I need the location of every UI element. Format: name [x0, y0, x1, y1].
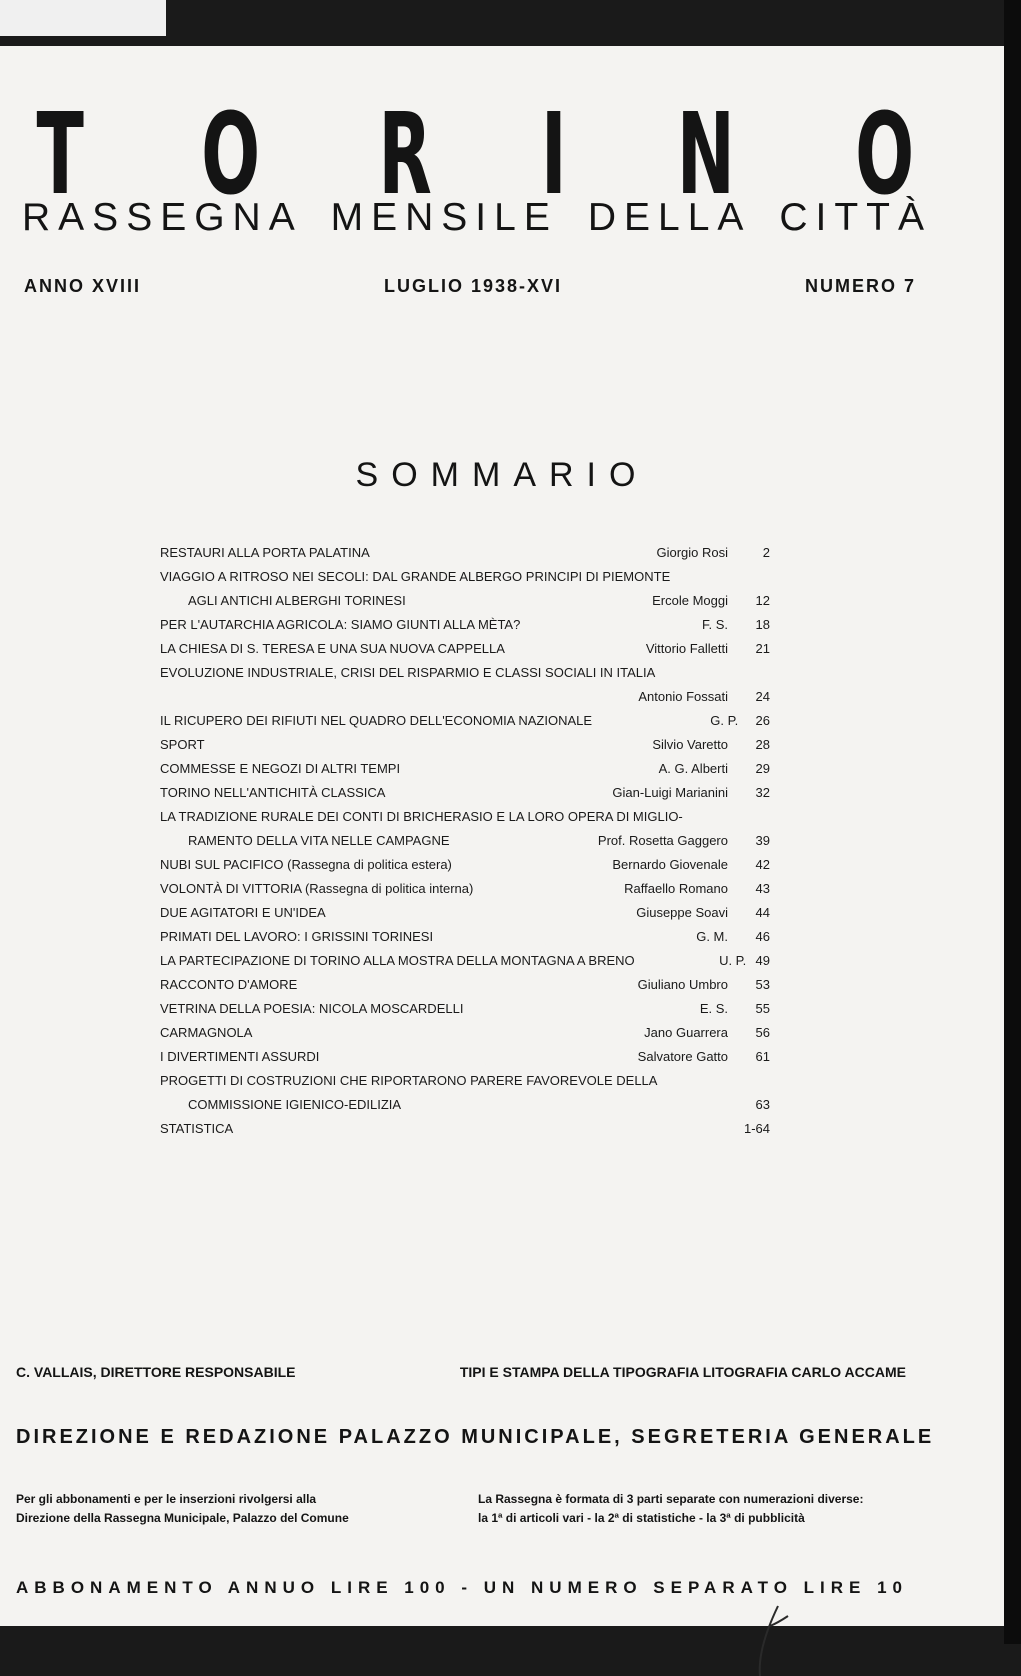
credits — [16, 1364, 906, 1380]
toc-entry — [160, 877, 770, 901]
editorial-office: DIREZIONE E REDAZIONE PALAZZO MUNICIPALE, SEGRETERIA GENERALE — [16, 1426, 935, 1448]
toc-line — [160, 1093, 770, 1117]
toc-entry — [160, 949, 770, 973]
toc-title: TORINO NELL'ANTICHITÀ CLASSICA — [160, 785, 386, 800]
toc-line — [160, 805, 770, 829]
toc-title: VOLONTÀ DI VITTORIA (Rassegna di politica interna) — [160, 881, 474, 896]
toc-author: A. G. Alberti — [658, 761, 728, 776]
title-letter: R — [378, 90, 433, 220]
toc-title: CARMAGNOLA — [160, 1025, 253, 1040]
issue-date: LUGLIO 1938-XVI — [383, 276, 563, 296]
toc-page: 39 — [755, 833, 770, 848]
toc-title: RESTAURI ALLA PORTA PALATINA — [160, 545, 370, 560]
toc-title: LA PARTECIPAZIONE DI TORINO ALLA MOSTRA DELLA MONTAGNA A BRENO — [160, 953, 635, 968]
info-line: Per gli abbonamenti e per le inserzioni rivolgersi alla — [16, 1492, 317, 1506]
toc-entry — [160, 541, 770, 565]
issue-number: NUMERO 7 — [804, 276, 916, 296]
toc-page: 55 — [755, 1001, 770, 1016]
toc-line — [160, 877, 770, 901]
toc-title: RAMENTO DELLA VITA NELLE CAMPAGNE — [188, 833, 450, 848]
toc-entry — [160, 901, 770, 925]
toc-title: DUE AGITATORI E UN'IDEA — [160, 905, 326, 920]
toc-author: Ercole Moggi — [652, 593, 728, 608]
toc-line — [160, 661, 770, 685]
toc-entry — [160, 853, 770, 877]
toc-line — [160, 829, 770, 853]
toc-entry — [160, 1021, 770, 1045]
toc-page: 2 — [762, 545, 770, 560]
toc-line — [160, 589, 770, 613]
masthead-subtitle: RASSEGNA MENSILE DELLA CITTÀ — [22, 196, 932, 239]
toc-line — [160, 757, 770, 781]
toc-title: IL RICUPERO DEI RIFIUTI NEL QUADRO DELL'ECONOMIA NAZIONALE — [160, 713, 593, 728]
toc-entry — [160, 613, 770, 637]
toc-title: STATISTICA — [160, 1121, 234, 1136]
corner-tab — [0, 0, 166, 36]
toc-title: SPORT — [160, 737, 205, 752]
toc-page: 24 — [755, 689, 770, 704]
toc-author: F. S. — [701, 617, 728, 632]
toc-line — [160, 1069, 770, 1093]
toc-entry — [160, 973, 770, 997]
toc-page: 49 — [755, 953, 770, 968]
toc-entry — [160, 925, 770, 949]
toc-title: COMMESSE E NEGOZI DI ALTRI TEMPI — [160, 761, 401, 776]
toc-author: Gian-Luigi Marianini — [612, 785, 728, 800]
director-credit: C. VALLAIS, DIRETTORE RESPONSABILE — [16, 1364, 296, 1380]
info-line: Direzione della Rassegna Municipale, Palazzo del Comune — [16, 1511, 349, 1525]
toc-author: G. M. — [696, 929, 728, 944]
toc-author: Prof. Rosetta Gaggero — [597, 833, 728, 848]
toc-entry — [160, 661, 770, 709]
scan-shadow — [1004, 0, 1021, 1644]
toc-line — [160, 949, 770, 973]
toc-page: 43 — [755, 881, 770, 896]
toc-title: PER L'AUTARCHIA AGRICOLA: SIAMO GIUNTI ALLA MÈTA? — [160, 617, 521, 632]
toc-page: 1-64 — [743, 1121, 770, 1136]
toc-line — [160, 733, 770, 757]
toc-author: Giuseppe Soavi — [636, 905, 728, 920]
toc-line — [160, 925, 770, 949]
toc-page: 56 — [755, 1025, 770, 1040]
info-line: La Rassegna è formata di 3 parti separate con numerazioni diverse: — [478, 1492, 864, 1506]
toc-author: Bernardo Giovenale — [612, 857, 728, 872]
toc-author: Jano Guarrera — [644, 1025, 728, 1040]
toc-line — [160, 1021, 770, 1045]
toc-entry — [160, 1045, 770, 1069]
toc-line — [160, 541, 770, 565]
toc-entry — [160, 637, 770, 661]
toc-author: Giuliano Umbro — [637, 977, 728, 992]
toc-line — [160, 901, 770, 925]
title-letter: T — [36, 90, 84, 220]
toc-title: COMMISSIONE IGIENICO-EDILIZIA — [188, 1097, 402, 1112]
toc-page: 26 — [755, 713, 770, 728]
magazine-page — [0, 46, 1004, 1626]
toc-page: 21 — [755, 641, 770, 656]
toc-title: I DIVERTIMENTI ASSURDI — [160, 1049, 320, 1064]
toc-page: 12 — [755, 593, 770, 608]
info-line: la 1ª di articoli vari - la 2ª di statistiche - la 3ª di pubblicità — [478, 1511, 805, 1525]
toc-line — [160, 1117, 770, 1141]
toc-author: Silvio Varetto — [652, 737, 728, 752]
toc-entry — [160, 733, 770, 757]
toc-entry — [160, 1117, 770, 1141]
pen-mark — [730, 1596, 790, 1676]
toc-title: RACCONTO D'AMORE — [160, 977, 298, 992]
title-letter: O — [200, 90, 260, 220]
toc-line — [160, 853, 770, 877]
toc-title: LA TRADIZIONE RURALE DEI CONTI DI BRICHERASIO E LA LORO OPERA DI MIGLIO- — [160, 809, 683, 824]
toc-author: Vittorio Falletti — [645, 641, 728, 656]
toc-author: E. S. — [699, 1001, 728, 1016]
printer-credit: TIPI E STAMPA DELLA TIPOGRAFIA LITOGRAFIA CARLO ACCAME — [459, 1364, 906, 1380]
toc-author: Salvatore Gatto — [637, 1049, 728, 1064]
toc-page: 29 — [755, 761, 770, 776]
toc-page: 42 — [755, 857, 770, 872]
toc-title: LA CHIESA DI S. TERESA E UNA SUA NUOVA CAPPELLA — [160, 641, 505, 656]
toc-title: VIAGGIO A RITROSO NEI SECOLI: DAL GRANDE ALBERGO PRINCIPI DI PIEMONTE — [160, 569, 671, 584]
title-letter: O — [854, 90, 914, 220]
toc-page: 44 — [755, 905, 770, 920]
toc-page: 53 — [755, 977, 770, 992]
toc-line — [160, 685, 770, 709]
toc-entry — [160, 781, 770, 805]
toc-entry — [160, 757, 770, 781]
issue-year: ANNO XVIII — [24, 276, 142, 296]
toc-page: 28 — [755, 737, 770, 752]
toc-author: G. P. — [710, 713, 739, 728]
toc-page: 46 — [755, 929, 770, 944]
toc-line — [160, 565, 770, 589]
toc-entry — [160, 1069, 770, 1117]
toc-line — [160, 973, 770, 997]
toc-page: 18 — [755, 617, 770, 632]
toc-entry — [160, 565, 770, 613]
toc-title: PROGETTI DI COSTRUZIONI CHE RIPORTARONO PARERE FAVOREVOLE DELLA — [160, 1073, 658, 1088]
toc-author: Antonio Fossati — [638, 689, 728, 704]
rassegna-info — [478, 1490, 908, 1528]
subscription-info — [16, 1490, 396, 1528]
toc-line — [160, 1045, 770, 1069]
toc-title: EVOLUZIONE INDUSTRIALE, CRISI DEL RISPARMIO E CLASSI SOCIALI IN ITALIA — [160, 665, 656, 680]
toc-title: PRIMATI DEL LAVORO: I GRISSINI TORINESI — [160, 929, 434, 944]
table-of-contents — [160, 541, 770, 1141]
toc-line — [160, 997, 770, 1021]
subscription-price: ABBONAMENTO ANNUO LIRE 100 - UN NUMERO SEPARATO LIRE 10 — [16, 1578, 909, 1597]
toc-author: Giorgio Rosi — [656, 545, 728, 560]
toc-entry — [160, 997, 770, 1021]
toc-title: VETRINA DELLA POESIA: NICOLA MOSCARDELLI — [160, 1001, 464, 1016]
toc-page: 61 — [755, 1049, 770, 1064]
toc-line — [160, 637, 770, 661]
toc-entry — [160, 709, 770, 733]
title-letter: N — [676, 90, 735, 220]
sommario-heading: SOMMARIO — [355, 456, 649, 494]
toc-author: U. P. — [719, 953, 747, 968]
toc-page: 32 — [755, 785, 770, 800]
toc-entry — [160, 805, 770, 853]
title-letter: I — [540, 90, 567, 220]
toc-title: NUBI SUL PACIFICO (Rassegna di politica estera) — [160, 857, 452, 872]
issue-info — [24, 276, 916, 297]
toc-author: Raffaello Romano — [624, 881, 728, 896]
toc-line — [160, 613, 770, 637]
toc-page: 63 — [755, 1097, 770, 1112]
toc-line — [160, 709, 770, 733]
toc-line — [160, 781, 770, 805]
toc-title: AGLI ANTICHI ALBERGHI TORINESI — [188, 593, 406, 608]
